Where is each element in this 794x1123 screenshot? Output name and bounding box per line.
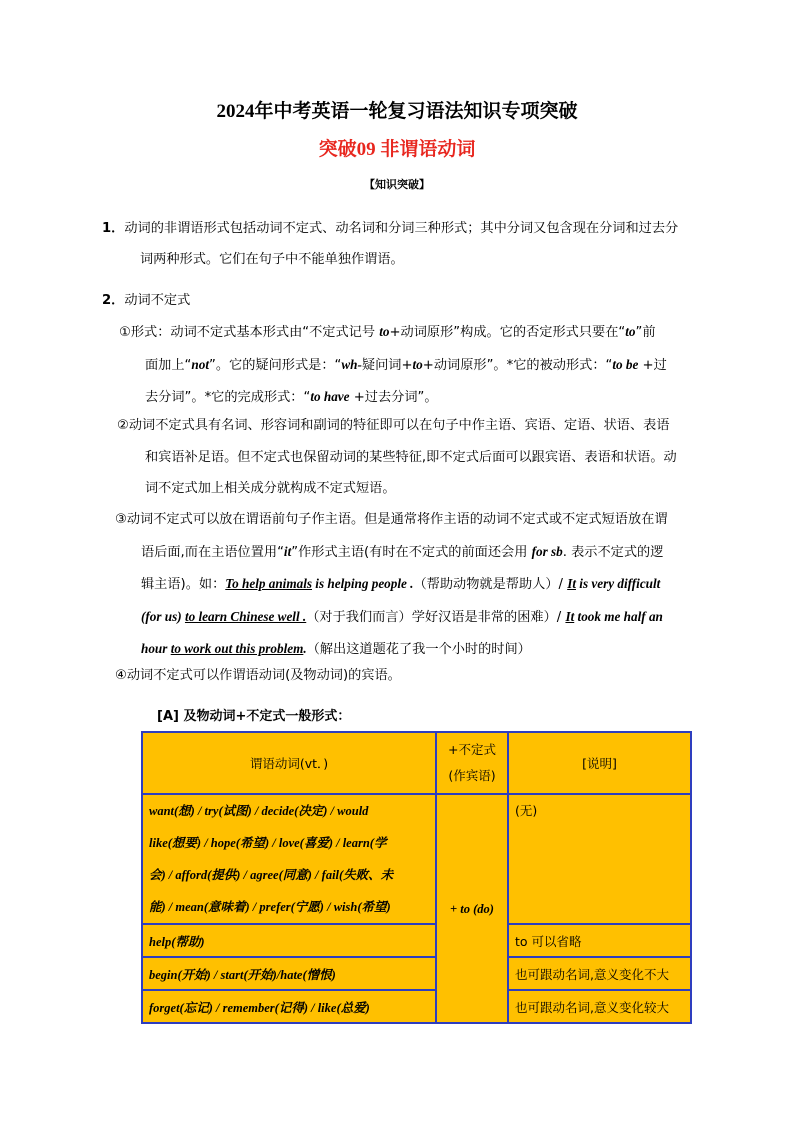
text: 会) / afford(提供) / agree(同意) / fail(失败、未 — [149, 868, 394, 882]
header-cell — [436, 732, 508, 794]
text: like(想要) / hope(希望) / love(喜爱) / learn(学 — [149, 836, 387, 850]
text: . — [303, 641, 307, 656]
example-1-infinitive: To help animals — [225, 576, 312, 591]
sub-point-4 — [115, 660, 401, 692]
example-2-infinitive: to learn Chinese well . — [184, 608, 307, 624]
text: is helping people . — [312, 576, 414, 591]
infinitive-form-cell — [436, 794, 508, 1023]
sub-point-1-line-2 — [119, 349, 711, 382]
text: not — [191, 356, 209, 372]
sub-point-1-line-3 — [119, 381, 711, 414]
verb-infinitive-table — [141, 731, 692, 1024]
table-row — [142, 990, 691, 1023]
point-1 — [102, 213, 712, 275]
text: 去分词”。*它的完成形式：“ — [145, 390, 311, 405]
sub-point-1 — [119, 316, 711, 414]
text: forget(忘记) / remember(记得) / like(总爱) — [149, 1000, 370, 1015]
sub-point-4-line-1: ④动词不定式可以作谓语动词(及物动词)的宾语。 — [115, 668, 401, 683]
sub-point-3-line-2 — [115, 536, 711, 569]
text: +过去分词”。 — [349, 390, 438, 405]
text: ①形式：动词不定式基本形式由“不定式记号 — [119, 325, 380, 340]
sub-point-2-line-3: 词不定式加上相关成分就构成不定式短语。 — [145, 481, 396, 496]
text: help(帮助) — [149, 934, 205, 949]
sub-point-3 — [115, 504, 711, 666]
document-subtitle: 突破09 非谓语动词 — [318, 139, 476, 160]
text: +动词原形”。*它的被动形式：“ — [422, 357, 613, 373]
text: hour — [141, 641, 171, 656]
table-row — [142, 924, 691, 957]
point-2 — [102, 285, 190, 316]
text: 疑问词+ — [361, 357, 413, 373]
note-cell: 也可跟动名词,意义变化不大 — [508, 957, 691, 990]
sub-point-3-line-3 — [115, 568, 711, 601]
table-row — [142, 957, 691, 990]
text: is very difficult — [575, 576, 661, 591]
text: ”前 — [635, 325, 656, 340]
text: to have — [310, 389, 350, 404]
table-row — [142, 794, 691, 924]
text: +不定式 — [448, 742, 496, 757]
text: (for us) — [141, 608, 185, 624]
header-cell: [说明] — [508, 732, 691, 794]
text: 语后面,而在主语位置用“ — [141, 544, 284, 560]
example-3-infinitive: to work out this problem — [170, 641, 304, 656]
text: to — [412, 356, 423, 372]
table-header-row — [142, 732, 691, 794]
text: + to (do) — [450, 901, 494, 916]
text: for sb — [531, 543, 563, 559]
sub-point-2 — [117, 410, 711, 505]
header-cell: 谓语动词(vt．) — [142, 732, 436, 794]
text: 能) / mean(意味着) / prefer(宁愿) / wish(希望) — [149, 900, 391, 914]
text: +动词原形”构成。它的否定形式只要在“ — [389, 325, 626, 340]
text: （帮助动物就是帮助人）/ — [413, 577, 568, 592]
text: It — [565, 608, 575, 624]
text: took me half an — [574, 608, 663, 624]
text: (作宾语) — [448, 768, 496, 783]
verbs-cell — [142, 794, 436, 924]
point-1-line-2: 词两种形式。它们在句子中不能单独作谓语。 — [140, 252, 404, 267]
note-cell: (无) — [508, 794, 691, 924]
text: wh- — [341, 356, 362, 372]
document-title: 2024年中考英语一轮复习语法知识专项突破 — [216, 101, 578, 122]
note-cell: to 可以省略 — [508, 924, 691, 957]
verbs-cell — [142, 990, 436, 1023]
text: 辑主语)。如： — [141, 577, 226, 592]
note-cell: 也可跟动名词,意义变化较大 — [508, 990, 691, 1023]
text: . 表示不定式的逻 — [562, 544, 664, 560]
point-2-number: 2． — [102, 293, 125, 308]
sub-point-2-line-1: ②动词不定式具有名词、形容词和副词的特征即可以在句子中作主语、宾语、定语、状语、表语 — [117, 418, 670, 433]
text: begin(开始) / start(开始)/hate(憎恨) — [149, 967, 336, 982]
sub-point-2-line-2: 和宾语补足语。但不定式也保留动词的某些特征,即不定式后面可以跟宾语、表语和状语。动 — [145, 449, 677, 465]
table-caption: [A] 及物动词+不定式一般形式： — [157, 709, 351, 724]
text: ”作形式主语(有时在不定式的前面还会用 — [291, 544, 532, 560]
sub-point-3-line-4 — [115, 601, 711, 634]
text: +过 — [638, 357, 667, 373]
text: to — [625, 324, 636, 339]
verbs-cell — [142, 957, 436, 990]
text: （解出这道题花了我一个小时的时间） — [306, 642, 531, 657]
text: ”。它的疑问形式是：“ — [209, 357, 342, 373]
verbs-cell — [142, 924, 436, 957]
text: to be — [612, 356, 639, 372]
text: It — [567, 576, 576, 591]
text: it — [283, 543, 292, 559]
text: 面加上“ — [145, 357, 192, 373]
point-1-line-1: 动词的非谓语形式包括动词不定式、动名词和分词三种形式；其中分词又包含现在分词和过去分 — [124, 221, 679, 236]
text: to — [379, 324, 390, 339]
point-2-heading: 动词不定式 — [124, 293, 191, 308]
sub-point-3-line-1: ③动词不定式可以放在谓语前句子作主语。但是通常将作主语的动词不定式或不定式短语放在谓 — [115, 512, 668, 527]
text: （对于我们而言）学好汉语是非常的困难）/ — [306, 609, 566, 625]
text: want(想) / try(试图) / decide(决定) / would — [149, 804, 369, 818]
section-tag: 【知识突破】 — [364, 178, 430, 191]
point-1-number: 1． — [102, 221, 125, 236]
